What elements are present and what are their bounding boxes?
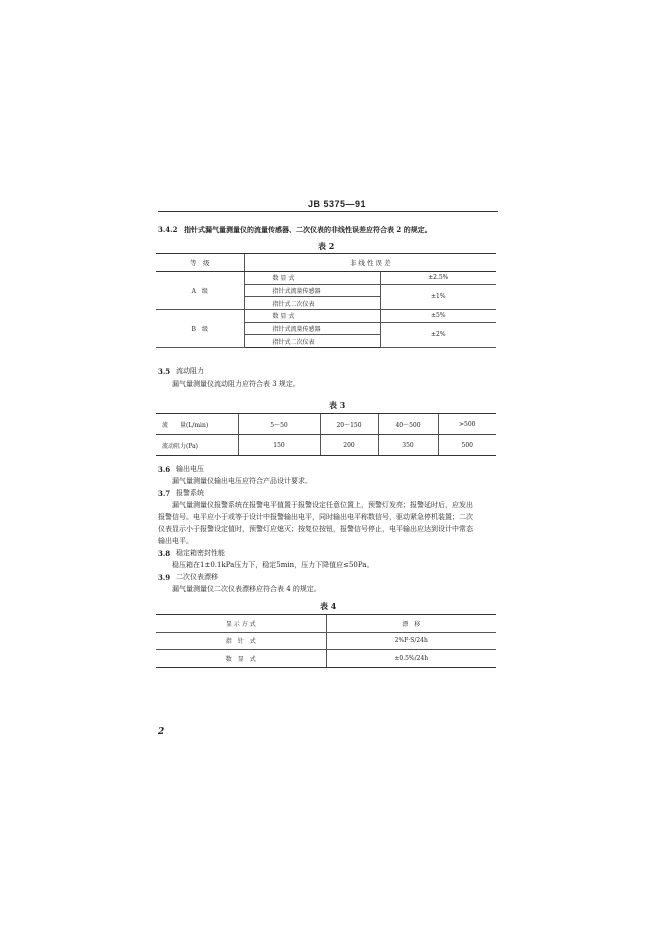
section-3-4-2-text: 指针式漏气量测量仪的流量传感器、二次仪表的非线性误差应符合表 2 的规定。: [184, 225, 432, 234]
section-3-7-line: 报警信号。电平应小于或等于设计中报警输出电平，同时输出电平称数信号，驱动紧急停机装置；二次: [158, 513, 473, 521]
table-2-cell: ±5%: [380, 310, 496, 323]
table-2-header-grade: 等 级: [156, 254, 244, 272]
table-4-header: 显 示 方 式: [156, 615, 326, 633]
section-3-7-line: 仪表显示小于报警设定值时，预警灯应熄灭；按复位按钮，报警信号停止，电平输出应达到设计中常态: [158, 525, 473, 533]
table-2-cell: 数 显 式: [244, 310, 380, 323]
table-3: [156, 413, 496, 456]
table-3-cell: >500: [438, 414, 496, 435]
table-4-cell: 数 显 式: [156, 650, 326, 668]
table-2-cell: 指针式流量传感器: [244, 322, 380, 335]
table-4-cell: 2%F·S/24h: [326, 632, 496, 650]
table-2-grade-b: B 级: [156, 310, 244, 348]
table-2-cell: ±2%: [380, 322, 496, 347]
header-rule: [158, 211, 498, 212]
table-4-cell: 指 针 式: [156, 632, 326, 650]
table-2-cell: ±2.5%: [380, 272, 496, 285]
table-2-caption: 表 2: [318, 241, 335, 251]
section-3-7-line: 输出电平。: [158, 537, 193, 545]
section-3-7-line: 漏气量测量仪报警系统在报警电平值置于报警设定任意位置上，预警灯发亮；报警延时后，应发出: [172, 501, 473, 509]
table-2-cell: 指针式二次仪表: [244, 335, 380, 348]
page-number: 2: [158, 727, 165, 737]
table-3-cell: 流动阻力(Pa): [156, 435, 238, 456]
section-3-8-number: 3.8: [158, 549, 171, 558]
standard-code: JB 5375—91: [308, 199, 367, 209]
table-3-caption: 表 3: [329, 400, 346, 410]
table-4-header: 漂 移: [326, 615, 496, 633]
table-3-cell: 流 量(L/min): [156, 414, 238, 435]
table-3-cell: 500: [438, 435, 496, 456]
table-2-cell: 指针式二次仪表: [244, 297, 380, 310]
section-3-8-title: 稳定箱密封性能: [176, 549, 225, 557]
section-3-6-text: 漏气量测量仪输出电压应符合产品设计要求。: [172, 477, 312, 485]
section-3-5-title: 流动阻力: [176, 367, 204, 375]
table-3-cell: 150: [238, 435, 320, 456]
section-3-9-number: 3.9: [158, 573, 171, 582]
section-3-5-text: 漏气量测量仪流动阻力应符合表 3 规定。: [172, 380, 300, 388]
section-3-8-text: 稳压箱在1±0.1kPa压力下，稳定5min，压力下降值应≤50Pa。: [172, 561, 374, 569]
table-3-cell: 5～50: [238, 414, 320, 435]
table-2-cell: 指针式流量传感器: [244, 284, 380, 297]
table-3-cell: 350: [378, 435, 438, 456]
table-4: [156, 614, 496, 668]
section-3-4-2-number: 3.4.2: [158, 225, 178, 234]
table-2-cell: ±1%: [380, 284, 496, 309]
section-3-7-title: 报警系统: [176, 489, 204, 497]
table-3-cell: 20～150: [320, 414, 378, 435]
section-3-6-number: 3.6: [158, 465, 171, 474]
section-3-6-title: 输出电压: [176, 465, 204, 473]
table-2-header-error: 非 线 性 误 差: [244, 254, 496, 272]
section-3-9-text: 漏气量测量仪二次仪表漂移应符合表 4 的规定。: [172, 585, 321, 593]
table-3-cell: 200: [320, 435, 378, 456]
table-3-cell: 40～500: [378, 414, 438, 435]
section-3-9-title: 二次仪表漂移: [176, 573, 218, 581]
table-2-grade-a: A 级: [156, 272, 244, 310]
table-2-cell: 数 显 式: [244, 272, 380, 285]
table-2: [156, 253, 496, 348]
table-4-caption: 表 4: [320, 601, 337, 611]
section-3-7-number: 3.7: [158, 489, 171, 498]
section-3-5-number: 3.5: [158, 367, 171, 376]
table-4-cell: ±0.5%/24h: [326, 650, 496, 668]
